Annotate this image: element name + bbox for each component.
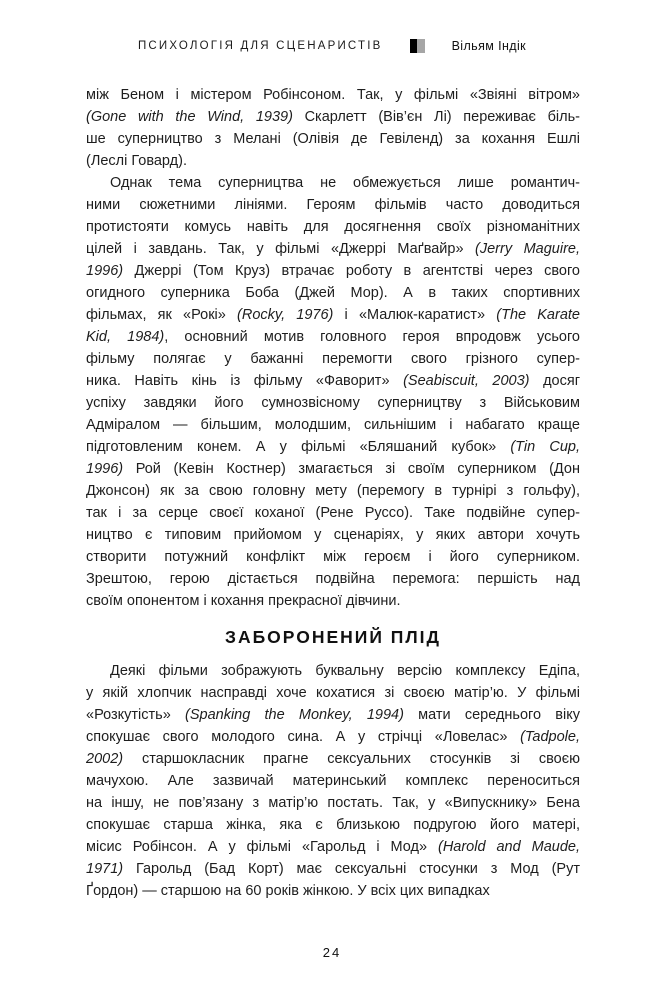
chapter-divider-icon	[410, 39, 425, 53]
text-line: фільмах, як «Рокі» (Rocky, 1976) і «Малюк-каратист» (The Karate	[86, 307, 580, 323]
paragraph	[86, 660, 580, 902]
text-line: Деякі фільми зображують буквальну версію комплексу Едіпа,	[110, 663, 580, 679]
text-line: у якій хлопчик насправді хоче кохатися зі своєю матір’ю. У фільмі	[86, 685, 580, 701]
text-line: Ґордон) — старшою на 60 років жінкою. У всіх цих випадках	[86, 883, 490, 899]
paragraph	[86, 84, 580, 172]
text-line: спокушає свого молодого сина. А у стрічці «Ловелас» (Tadpole,	[86, 729, 580, 745]
text-line: Зрештою, герою дістається подвійна перемога: першість над	[86, 571, 580, 587]
text-line: 1971) Гарольд (Бад Корт) має сексуальні стосунки з Мод (Рут	[86, 861, 580, 877]
text-line: створити потужний конфлікт між героєм і його суперником.	[86, 549, 580, 565]
text-line: Kid, 1984), основний мотив головного героя впродовж усього	[86, 329, 580, 345]
text-line: на іншу, не пов’язану з матір’ю постать. Так, у «Випускнику» Бена	[86, 795, 580, 811]
text-line: місис Робінсон. А у фільмі «Гарольд і Мод» (Harold and Maude,	[86, 839, 580, 855]
text-line: ника. Навіть кінь із фільму «Фаворит» (Seabiscuit, 2003) досяг	[86, 373, 580, 389]
text-line: фільму полягає у бажанні перемогти свого грізного супер-	[86, 351, 580, 367]
section-heading: ЗАБОРОНЕНИЙ ПЛІД	[225, 627, 441, 647]
book-title: ПСИХОЛОГІЯ ДЛЯ СЦЕНАРИСТІВ	[137, 40, 383, 52]
page-number: 24	[322, 945, 342, 960]
text-line: своїм опонентом і кохання прекрасної дівчини.	[86, 593, 401, 609]
text-line: підготовленим конем. А у фільмі «Бляшаний кубок» (Tin Cup,	[86, 439, 580, 455]
text-line: ше суперництво з Мелані (Олівія де Гевіленд) за кохання Ешлі	[86, 131, 580, 147]
divider-bar-black	[410, 39, 417, 53]
text-line: (Леслі Говард).	[86, 153, 187, 169]
divider-bar-gray	[417, 39, 425, 53]
text-line: «Розкутість» (Spanking the Monkey, 1994) мати середнього віку	[86, 707, 580, 723]
text-line: ними сюжетними лініями. Героям фільмів часто доводиться	[86, 197, 580, 213]
text-line: 1996) Джеррі (Том Круз) втрачає роботу в агентстві через свого	[86, 263, 580, 279]
text-line: протистояти комусь навіть для досягнення своїх різноманітних	[86, 219, 580, 235]
text-line: 1996) Рой (Кевін Костнер) змагається зі своїм суперником (Дон	[86, 461, 580, 477]
text-line: Однак тема суперництва не обмежується лише романтич-	[110, 175, 580, 191]
text-line: спокушає старша жінка, яка є близькою подругою його матері,	[86, 817, 580, 833]
text-line: успіху завдяки його сумнозвісному суперництву з Військовим	[86, 395, 580, 411]
text-line: так і за серце своєї коханої (Рене Руссо). Таке подвійне супер-	[86, 505, 580, 521]
text-line: огидного суперника Боба (Джей Мор). А в таких спортивних	[86, 285, 580, 301]
text-line: (Gone with the Wind, 1939) Скарлетт (Вів’єн Лі) переживає біль-	[86, 109, 580, 125]
text-line: Джонсон) як за свою головну мету (перемогу в турнірі з гольфу),	[86, 483, 580, 499]
text-line: 2002) старшокласник прагне сексуальних стосунків зі своєю	[86, 751, 580, 767]
paragraph	[86, 172, 580, 612]
text-line: мачухою. Але зазвичай материнський комплекс переноситься	[86, 773, 580, 789]
running-header	[0, 39, 664, 53]
page-footer	[0, 944, 664, 962]
text-line: цілей і завдань. Так, у фільмі «Джеррі Маґвайр» (Jerry Maguire,	[86, 241, 580, 257]
text-line: Адміралом — більшим, молодшим, сильнішим і набагато краще	[86, 417, 580, 433]
author-name: Вільям Індік	[451, 39, 527, 53]
text-line: між Беном і містером Робінсоном. Так, у фільмі «Звіяні вітром»	[86, 87, 580, 103]
text-line: ництво є типовим прийомом у сценаріях, у яких автори хочуть	[86, 527, 580, 543]
body-text	[86, 84, 580, 902]
